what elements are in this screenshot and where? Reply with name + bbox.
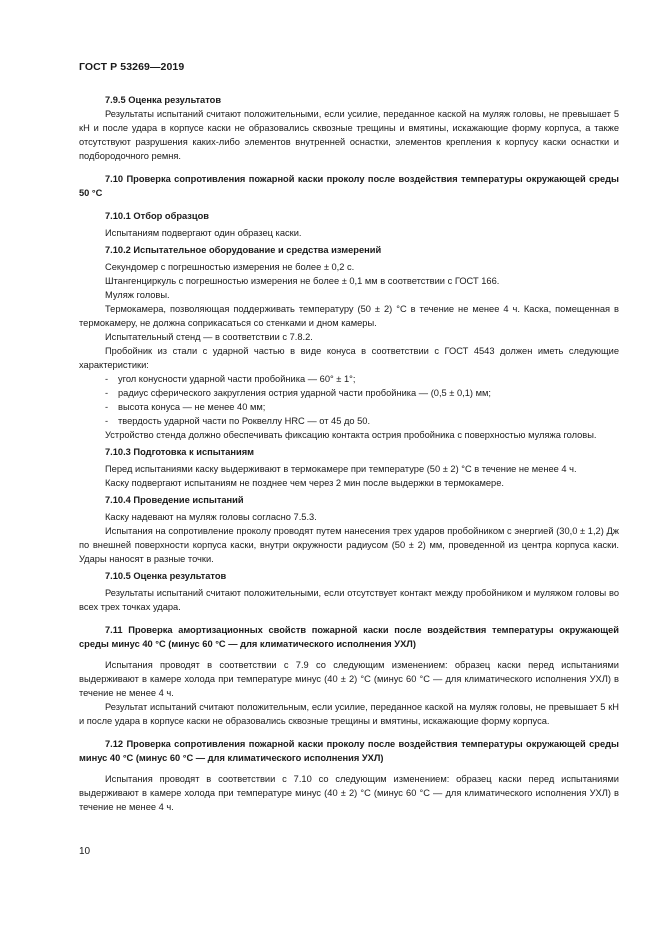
paragraph: Испытательный стенд — в соответствии с 7.8.2.	[105, 332, 313, 342]
paragraph: Испытания проводят в соответствии с 7.10 со следующим изменением: образец каски перед испытаниями выдерживают в камере холода при температуре минус (40 ± 2) °С (минус 60 °С — для климатического исполнения УХЛ) в течение не менее 4 ч.	[79, 774, 619, 812]
section-7-10-4-title: 7.10.4 Проведение испытаний	[105, 495, 244, 505]
list-item: - высота конуса — не менее 40 мм;	[79, 400, 619, 414]
paragraph: Испытания на сопротивление проколу проводят путем нанесения трех ударов пробойником с энергией (30,0 ± 1,2) Дж по внешней поверхности корпуса каски, внутри окружности радиусом (50 ± 2) мм, проведенной из центра корпуса каски. Удары наносят в разные точки.	[79, 526, 619, 564]
section-7-12-title: 7.12 Проверка сопротивления пожарной каски проколу после воздействия температуры окружающей среды минус 40 °С (минус 60 °С — для климатического исполнения УХЛ)	[79, 739, 619, 763]
paragraph: Термокамера, позволяющая поддерживать температуру (50 ± 2) °С в течение не менее 4 ч. Каска, помещенная в термокамеру, не должна соприкасаться со стенками и дном камеры.	[79, 304, 619, 328]
section-7-9-5-text: Результаты испытаний считают положительными, если усилие, переданное каской на муляж головы, не превышает 5 кН и после удара в корпусе каски не образовались сквозные трещины и вмятины, искажающие форму корпуса, а также отсутствуют разрушения каких-либо элементов внутренней оснастки, элементов крепления к корпусу каски оснастки и подбородочного ремня.	[79, 109, 619, 161]
paragraph: Результат испытаний считают положительным, если усилие, переданное каской на муляж головы, не превышает 5 кН и после удара в корпусе каски не образовались сквозные трещины и вмятины, искажающие форму корпуса.	[79, 702, 619, 726]
paragraph: Секундомер с погрешностью измерения не более ± 0,2 с.	[105, 262, 355, 272]
section-7-10-2-title: 7.10.2 Испытательное оборудование и средства измерений	[105, 245, 382, 255]
section-7-10-1-title: 7.10.1 Отбор образцов	[105, 211, 210, 221]
paragraph: Пробойник из стали с ударной частью в виде конуса в соответствии с ГОСТ 4543 должен иметь следующие характеристики:	[79, 346, 619, 370]
paragraph: Каску надевают на муляж головы согласно 7.5.3.	[105, 512, 317, 522]
list-item: - твердость ударной части по Роквеллу HRC — от 45 до 50.	[79, 414, 619, 428]
paragraph: Штангенциркуль с погрешностью измерения не более ± 0,1 мм в соответствии с ГОСТ 166.	[105, 276, 500, 286]
list-item: - радиус сферического закругления острия ударной части пробойника — (0,5 ± 0,1) мм;	[79, 386, 619, 400]
page-number: 10	[79, 846, 91, 857]
list-item: - угол конусности ударной части пробойника — 60° ± 1°;	[79, 372, 619, 386]
paragraph: Каску подвергают испытаниям не позднее чем через 2 мин после выдержки в термокамере.	[105, 478, 504, 488]
section-7-10-title: 7.10 Проверка сопротивления пожарной каски проколу после воздействия температуры окружающей среды 50 °С	[79, 174, 619, 198]
section-7-9-5-title: 7.9.5 Оценка результатов	[105, 95, 222, 105]
paragraph: Муляж головы.	[105, 290, 170, 300]
page-content	[79, 93, 619, 814]
section-7-11-title: 7.11 Проверка амортизационных свойств пожарной каски после воздействия температуры окружающей среды минус 40 °С (минус 60 °С — для климатического исполнения УХЛ)	[79, 625, 619, 649]
paragraph: Испытания проводят в соответствии с 7.9 со следующим изменением: образец каски перед испытаниями выдерживают в камере холода при температуре минус (40 ± 2) °С (минус 60 °С — для климатического исполнения УХЛ) в течение не менее 4 ч.	[79, 660, 619, 698]
section-7-10-1-text: Испытаниям подвергают один образец каски.	[105, 228, 302, 238]
section-7-10-5-title: 7.10.5 Оценка результатов	[105, 571, 227, 581]
standard-header: ГОСТ Р 53269—2019	[79, 61, 185, 73]
paragraph: Результаты испытаний считают положительными, если отсутствует контакт между пробойником и муляжом головы во всех трех точках удара.	[79, 588, 619, 612]
section-7-10-3-title: 7.10.3 Подготовка к испытаниям	[105, 447, 255, 457]
paragraph: Перед испытаниями каску выдерживают в термокамере при температуре (50 ± 2) °С в течение не менее 4 ч.	[105, 464, 577, 474]
paragraph: Устройство стенда должно обеспечивать фиксацию контакта острия пробойника с поверхностью муляжа головы.	[105, 430, 597, 440]
